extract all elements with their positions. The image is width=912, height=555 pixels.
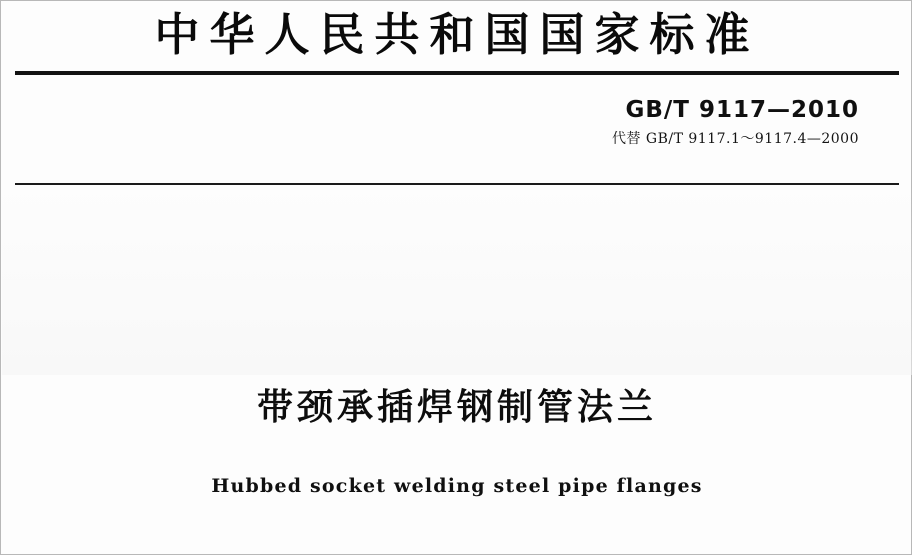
superseded-standards: 代替 GB/T 9117.1～9117.4—2000 (611, 131, 859, 147)
standard-number: GB/T 9117—2010 (625, 97, 859, 123)
document-title-chinese: 带颈承插焊钢制管法兰 (256, 387, 657, 428)
header-divider-thin (15, 183, 899, 185)
standard-designation-block (612, 97, 859, 148)
scan-background-tint (2, 185, 912, 375)
banner-divider-thick (15, 71, 899, 75)
document-title-english: Hubbed socket welding steel pipe flanges (211, 475, 703, 497)
banner-title: 中华人民共和国国家标准 (154, 8, 760, 61)
national-standard-banner (15, 9, 899, 61)
